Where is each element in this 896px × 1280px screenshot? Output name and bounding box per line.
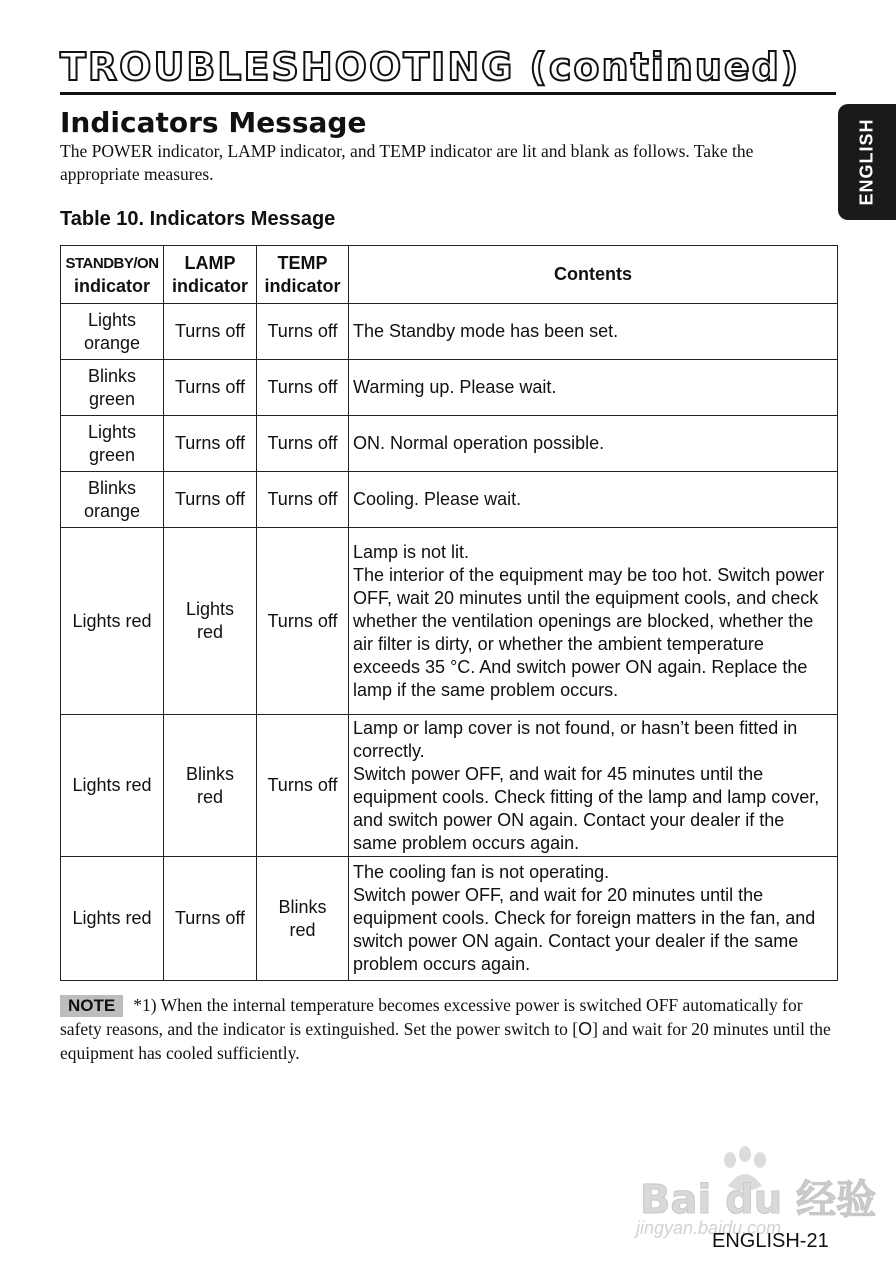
language-side-tab [838,104,896,220]
watermark-url: jingyan.baidu.com [636,1218,782,1238]
lamp-cell: Turns off [164,304,257,360]
lamp-cell [164,715,257,857]
note-badge: NOTE [60,995,123,1017]
cell-line: orange [83,500,141,521]
page-number: ENGLISH-21 [712,1230,829,1252]
lamp-cell: Turns off [164,416,257,472]
header-line: Contents [554,264,632,284]
header-line: indicator [73,275,150,296]
lamp-cell: Turns off [164,360,257,416]
table-row [61,528,838,715]
standby-cell: Lights red [61,528,164,715]
temp-cell [257,857,349,981]
header-line: indicator [264,275,341,296]
lamp-cell: Turns off [164,857,257,981]
side-tab-label: ENGLISH [856,118,877,206]
standby-cell: Lights red [61,715,164,857]
cell-line: Lamp is not lit. [353,541,470,562]
cell-line: red [196,622,223,642]
header-line: STANDBY/ON [65,254,159,272]
temp-cell: Turns off [257,715,349,857]
header-line: indicator [171,275,248,296]
indicators-table [60,245,838,981]
cell-line: Lights [87,309,137,330]
table-row [61,715,838,857]
table-row [61,416,838,472]
cell-line: green [88,388,136,409]
temp-cell: Turns off [257,416,349,472]
cell-line: orange [83,332,141,353]
lamp-cell [164,528,257,715]
cell-line: Lights [87,421,137,442]
cell-line: Blinks [87,477,136,498]
contents-cell [349,857,838,981]
temp-cell: Turns off [257,472,349,528]
cell-line: Cooling. Please wait. [353,489,522,509]
contents-cell [349,715,838,857]
note-paragraph [60,993,836,1065]
header-line: LAMP [184,252,236,273]
header-line: TEMP [277,252,328,273]
standby-cell [61,416,164,472]
header-lamp-indicator [164,246,257,304]
note-text-end: ] and wait for 20 minutes until the equipment has cooled sufficiently. [60,1019,831,1063]
watermark-logo: Bai du 经验 [640,1177,877,1223]
table-row [61,857,838,981]
intro-paragraph: The POWER indicator, LAMP indicator, and TEMP indicator are lit and blank as follows. Take the appropriate measures. [60,141,754,184]
cell-line: Blinks [185,763,234,784]
contents-cell [349,416,838,472]
cell-line: The cooling fan is not operating. [353,862,610,882]
note-text: *1) When the internal temperature becomes excessive power is switched OFF automatically for safety reasons, and the indicator is extinguished. Set the power switch to [ [60,995,803,1039]
standby-cell: Lights red [61,857,164,981]
cell-line: red [196,786,223,807]
table-row [61,304,838,360]
standby-cell [61,360,164,416]
contents-cell [349,304,838,360]
section-heading: Indicators Message [60,106,367,139]
cell-line: Switch power OFF, and wait for 20 minutes until the equipment cools. Check for foreign matters in the fan, and switch power ON again. Contact your dealer if the same problem occurs again. [353,885,816,974]
cell-line: red [289,919,316,940]
cell-line: green [88,444,136,465]
cell-line: ON. Normal operation possible. [353,433,605,453]
cell-line: Warming up. Please wait. [353,377,557,397]
standby-cell [61,472,164,528]
table-row [61,360,838,416]
temp-cell: Turns off [257,528,349,715]
contents-cell [349,528,838,715]
header-standby-indicator [61,246,164,304]
cell-line: Lights [185,599,235,619]
temp-cell: Turns off [257,360,349,416]
contents-cell [349,472,838,528]
cell-line: The Standby mode has been set. [353,321,619,341]
header-temp-indicator [257,246,349,304]
page-title: TROUBLESHOOTING (continued) [60,45,801,89]
standby-cell [61,304,164,360]
table-header-row [61,246,838,304]
power-off-symbol: O [578,1019,593,1039]
title-underline [60,92,836,95]
lamp-cell: Turns off [164,472,257,528]
table-caption: Table 10. Indicators Message [60,208,336,230]
table-row [61,472,838,528]
cell-line: Lamp or lamp cover is not found, or hasn’t been fitted in correctly. [353,717,798,761]
cell-line: The interior of the equipment may be too hot. Switch power OFF, wait 20 minutes until the equipment cools, and check whether the ventilation openings are blocked, whether the air filter is dirty, or whether the ambient temperature exceeds 35 °C. And switch power ON again. Replace the lamp if the same problem occurs. [353,564,825,700]
cell-line: Blinks [87,365,136,386]
contents-cell [349,360,838,416]
temp-cell: Turns off [257,304,349,360]
header-contents [349,246,838,304]
cell-line: Switch power OFF, and wait for 45 minutes until the equipment cools. Check fitting of the lamp and lamp cover, and switch power ON again. Contact your dealer if the same problem occurs again. [353,763,820,853]
cell-line: Blinks [278,896,327,917]
